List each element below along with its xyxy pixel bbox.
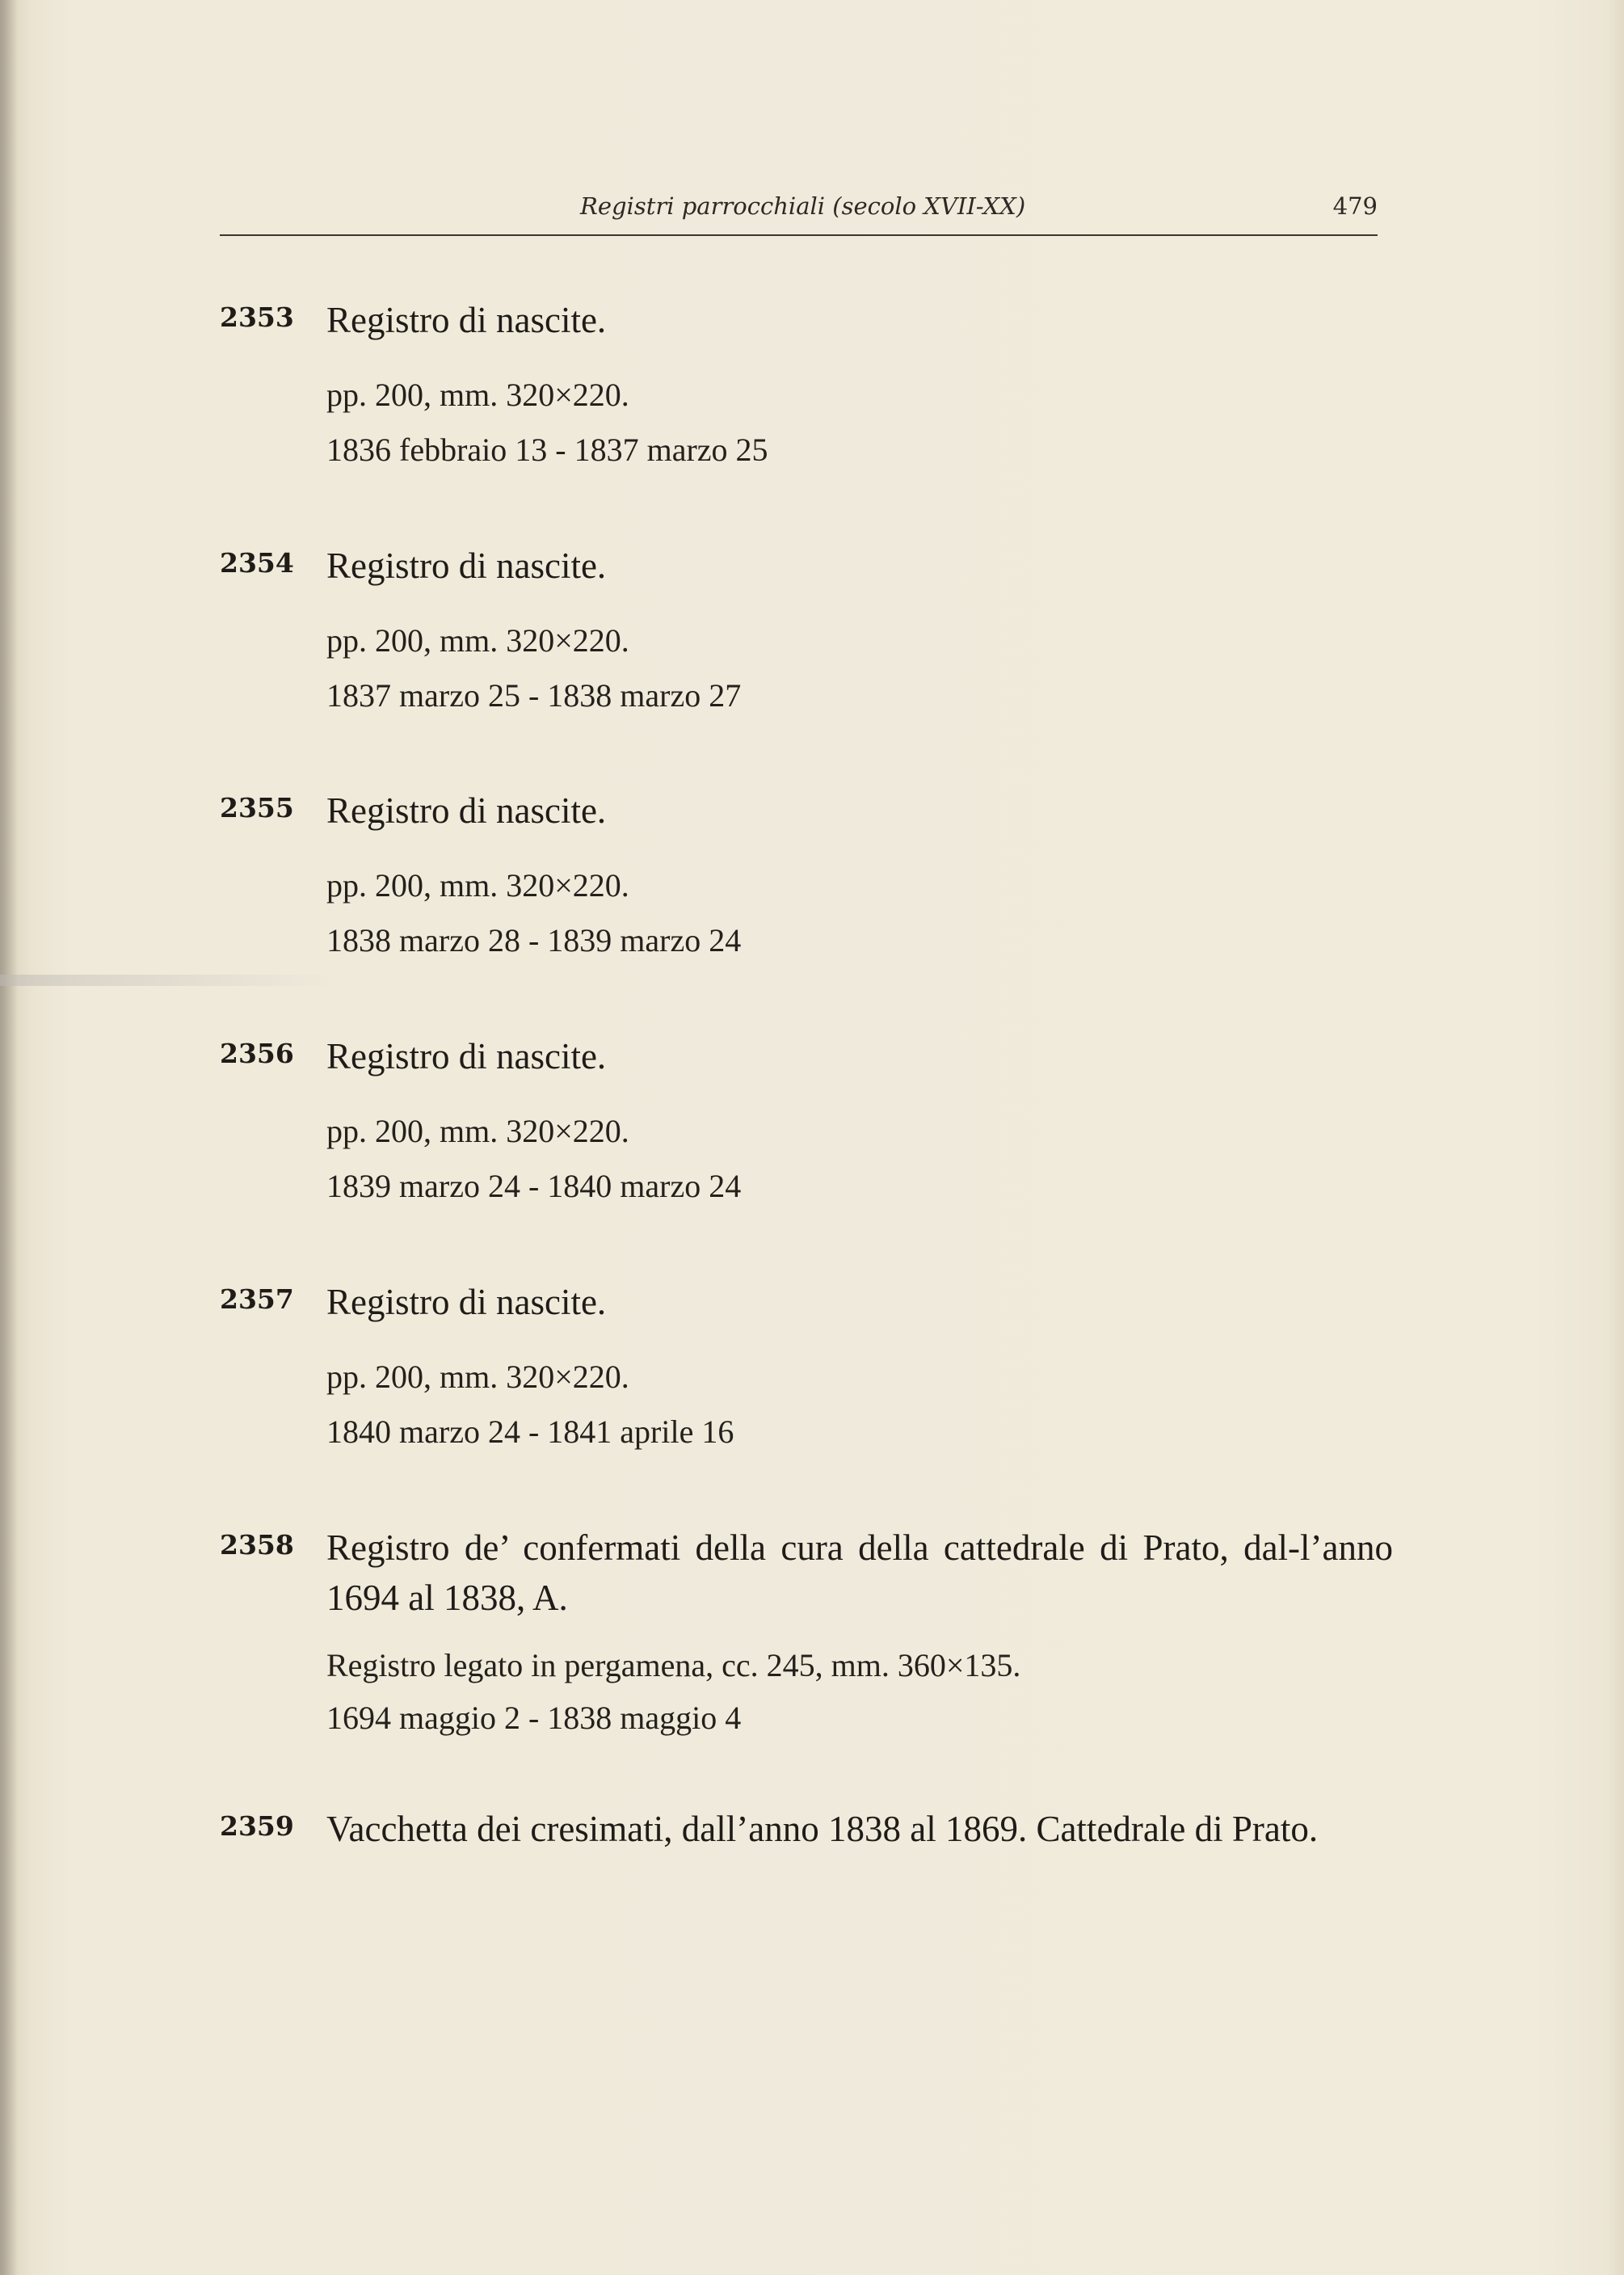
scan-artifact xyxy=(0,975,339,986)
entry-number: 2356 xyxy=(220,1038,294,1069)
entry-title: Registro di nascite. xyxy=(326,1282,607,1322)
entry-dates: 1838 marzo 28 - 1839 marzo 24 xyxy=(326,922,742,958)
entry-number: 2358 xyxy=(220,1529,294,1561)
page-number: 479 xyxy=(1332,192,1378,220)
entry-title: Registro de’ confermati della cura della cattedrale di Prato, dal-l’anno 1694 al 1838, A. xyxy=(326,1527,1393,1618)
entry-dates: 1836 febbraio 13 - 1837 marzo 25 xyxy=(326,432,768,468)
entry-number: 2355 xyxy=(220,792,294,824)
entry-title: Vacchetta dei cresimati, dall’anno 1838 al 1869. Cattedrale di Prato. xyxy=(326,1809,1319,1849)
entry-title: Registro di nascite. xyxy=(326,546,607,586)
entry-title: Registro di nascite. xyxy=(326,1036,607,1076)
entry-number: 2359 xyxy=(220,1810,294,1842)
entry-description: Registro legato in pergamena, cc. 245, mm. 360×135. xyxy=(326,1647,1021,1683)
entry-description: pp. 200, mm. 320×220. xyxy=(326,867,629,904)
entry-number: 2353 xyxy=(220,301,294,333)
entry-title: Registro di nascite. xyxy=(326,300,607,340)
entry-description: pp. 200, mm. 320×220. xyxy=(326,1113,629,1149)
running-header xyxy=(220,192,1378,236)
entry-dates: 1694 maggio 2 - 1838 maggio 4 xyxy=(326,1700,742,1736)
entry-title: Registro di nascite. xyxy=(326,790,607,831)
entry-description: pp. 200, mm. 320×220. xyxy=(326,622,629,659)
entry-dates: 1840 marzo 24 - 1841 aprile 16 xyxy=(326,1413,734,1450)
entry-dates: 1839 marzo 24 - 1840 marzo 24 xyxy=(326,1168,742,1204)
running-title: Registri parrocchiali (secolo XVII-XX) xyxy=(580,192,1026,220)
entry-dates: 1837 marzo 25 - 1838 marzo 27 xyxy=(326,677,742,714)
entry-description: pp. 200, mm. 320×220. xyxy=(326,1359,629,1395)
page-gutter-shadow xyxy=(0,0,18,2275)
entry-number: 2357 xyxy=(220,1283,294,1315)
entry-number: 2354 xyxy=(220,547,294,579)
entry-description: pp. 200, mm. 320×220. xyxy=(326,377,629,413)
